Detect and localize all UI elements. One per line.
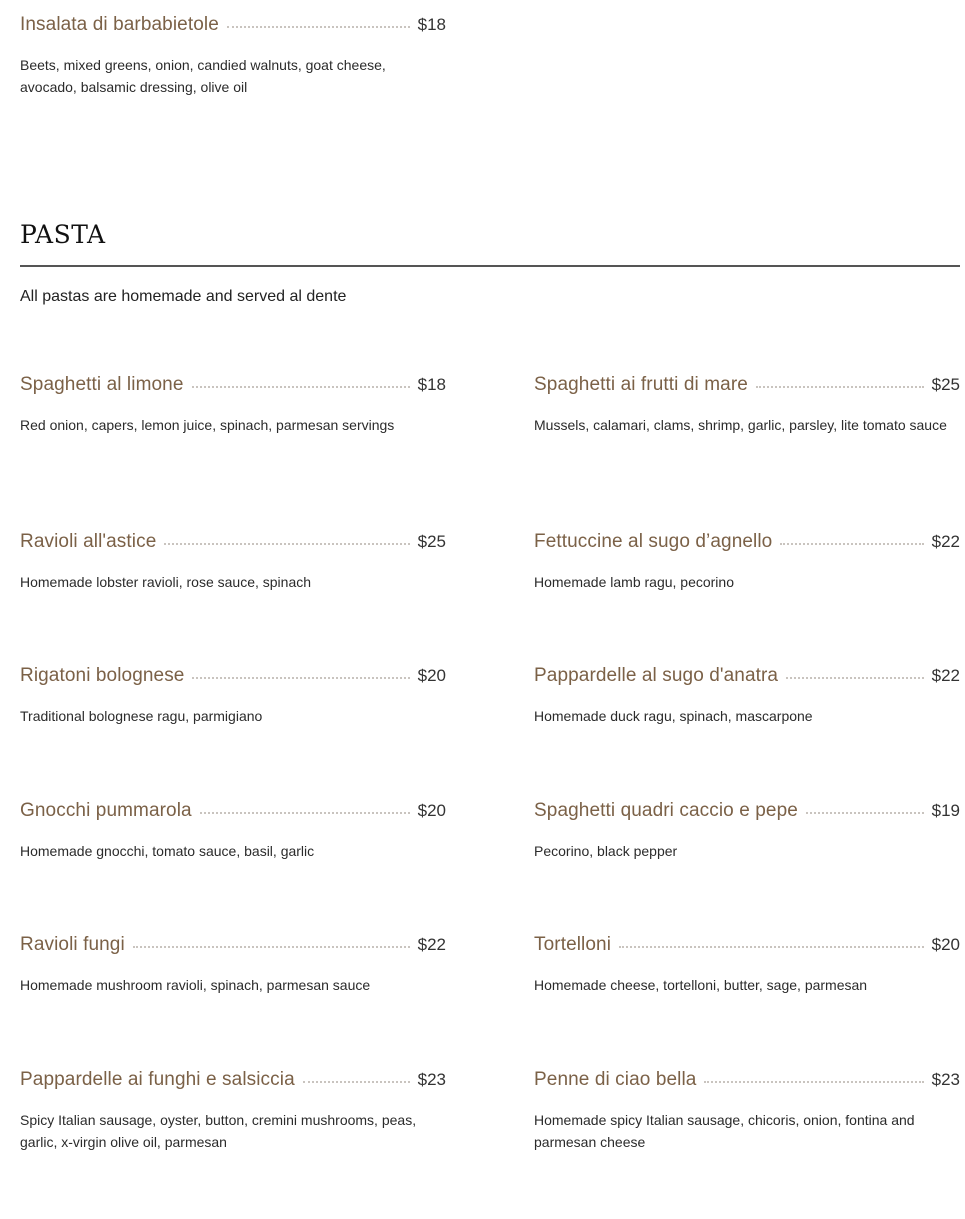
menu-item-header	[20, 1069, 446, 1097]
section-title-pasta: PASTA	[20, 220, 106, 249]
menu-item-name: Rigatoni bolognese	[20, 665, 185, 686]
menu-item-name: Ravioli all'astice	[20, 531, 157, 552]
menu-item-price: $25	[417, 532, 446, 551]
menu-item	[20, 531, 446, 593]
menu-item-price: $22	[417, 935, 446, 954]
menu-item-name: Spaghetti quadri caccio e pepe	[534, 800, 798, 821]
dotted-leader	[192, 386, 410, 388]
dotted-leader	[164, 543, 409, 545]
menu-item-header	[534, 374, 960, 402]
menu-item	[534, 374, 960, 436]
menu-item	[20, 800, 446, 862]
menu-item-price: $23	[931, 1070, 960, 1089]
dotted-leader	[619, 946, 924, 948]
menu-item-name: Ravioli fungi	[20, 934, 125, 955]
menu-item-price: $20	[417, 801, 446, 820]
menu-item-description: Mussels, calamari, clams, shrimp, garlic, parsley, lite tomato sauce	[534, 417, 947, 433]
menu-item-name: Tortelloni	[534, 934, 612, 955]
dotted-leader	[200, 812, 410, 814]
menu-item-description: Homemade spicy Italian sausage, chicoris, onion, fontina and parmesan cheese	[534, 1112, 915, 1150]
menu-item-price: $18	[417, 15, 446, 34]
dotted-leader	[786, 677, 924, 679]
dotted-leader	[192, 677, 409, 679]
menu-item	[20, 1069, 446, 1153]
menu-item-header	[534, 665, 960, 693]
menu-item-description: Traditional bolognese ragu, parmigiano	[20, 708, 263, 724]
menu-item-price: $20	[417, 666, 446, 685]
dotted-leader	[704, 1081, 923, 1083]
menu-item-name: Spaghetti ai frutti di mare	[534, 374, 748, 395]
menu-item-header	[20, 531, 446, 559]
menu-item-description: Homemade duck ragu, spinach, mascarpone	[534, 708, 813, 724]
menu-item-description: Pecorino, black pepper	[534, 843, 678, 859]
dotted-leader	[780, 543, 923, 545]
menu-item-header	[534, 934, 960, 962]
menu-item-header	[20, 934, 446, 962]
menu-item-header	[534, 800, 960, 828]
menu-item-price: $20	[931, 935, 960, 954]
menu-item-name: Gnocchi pummarola	[20, 800, 192, 821]
menu-item	[534, 800, 960, 862]
menu-item	[534, 531, 960, 593]
section-divider	[20, 265, 960, 267]
dotted-leader	[303, 1081, 410, 1083]
menu-item	[534, 665, 960, 727]
menu-item-description: Homemade gnocchi, tomato sauce, basil, garlic	[20, 843, 315, 859]
menu-item-price: $22	[931, 532, 960, 551]
menu-item-name: Pappardelle al sugo d'anatra	[534, 665, 779, 686]
menu-item	[534, 1069, 960, 1153]
dotted-leader	[133, 946, 410, 948]
menu-item-name: Pappardelle ai funghi e salsiccia	[20, 1069, 295, 1090]
menu-item	[20, 934, 446, 996]
menu-item-description: Beets, mixed greens, onion, candied walnuts, goat cheese, avocado, balsamic dressing, olive oil	[20, 57, 386, 95]
menu-item-name: Insalata di barbabietole	[20, 14, 219, 35]
menu-item-price: $23	[417, 1070, 446, 1089]
menu-item-header	[20, 800, 446, 828]
menu-item	[20, 665, 446, 727]
menu-item-header	[534, 1069, 960, 1097]
dotted-leader	[227, 26, 410, 28]
menu-item-name: Fettuccine al sugo d’agnello	[534, 531, 773, 552]
menu-item-description: Homemade lamb ragu, pecorino	[534, 574, 734, 590]
menu-item-name: Spaghetti al limone	[20, 374, 184, 395]
dotted-leader	[806, 812, 924, 814]
menu-item-header	[20, 665, 446, 693]
menu-item-description: Red onion, capers, lemon juice, spinach, parmesan servings	[20, 417, 395, 433]
menu-item-price: $25	[931, 375, 960, 394]
menu-item-price: $22	[931, 666, 960, 685]
menu-item	[534, 934, 960, 996]
menu-item	[20, 374, 446, 436]
menu-item-description: Homemade mushroom ravioli, spinach, parmesan sauce	[20, 977, 371, 993]
dotted-leader	[756, 386, 924, 388]
menu-item-header	[20, 14, 446, 42]
menu-item-description: Spicy Italian sausage, oyster, button, cremini mushrooms, peas, garlic, x-virgin olive oil, parmesan	[20, 1112, 417, 1150]
menu-item-header	[20, 374, 446, 402]
menu-item-insalata	[20, 14, 446, 98]
menu-item-name: Penne di ciao bella	[534, 1069, 697, 1090]
menu-item-header	[534, 531, 960, 559]
menu-item-price: $18	[417, 375, 446, 394]
menu-item-price: $19	[931, 801, 960, 820]
menu-item-description: Homemade cheese, tortelloni, butter, sage, parmesan	[534, 977, 868, 993]
menu-item-description: Homemade lobster ravioli, rose sauce, spinach	[20, 574, 312, 590]
section-note: All pastas are homemade and served al dente	[20, 288, 347, 305]
